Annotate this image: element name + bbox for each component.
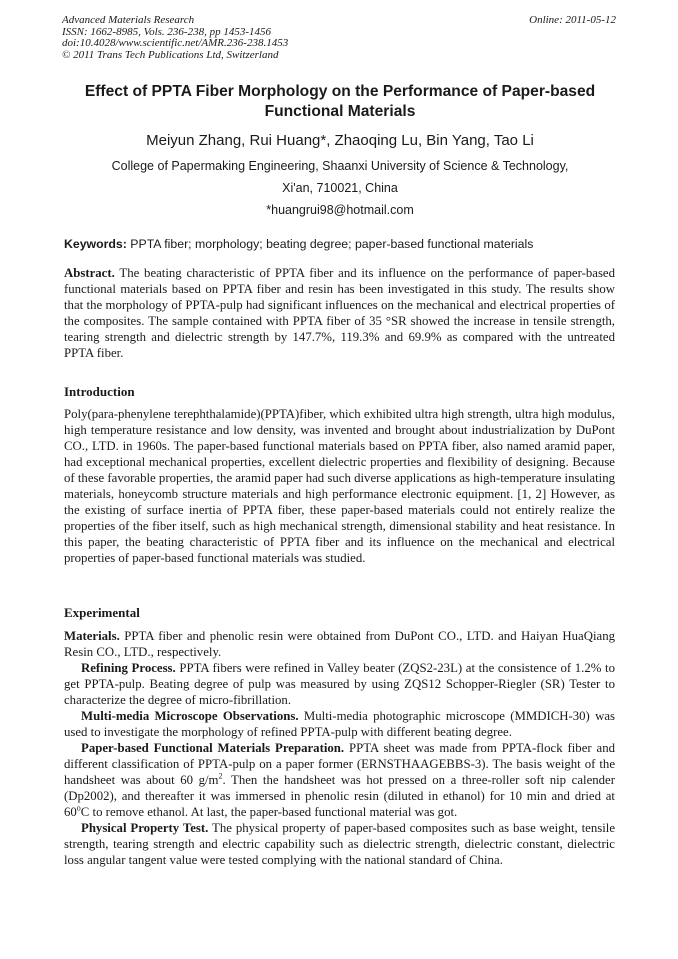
physical-label: Physical Property Test. — [81, 821, 209, 835]
physical-paragraph — [64, 820, 615, 868]
materials-label: Materials. — [64, 629, 120, 643]
abstract — [64, 265, 615, 361]
refining-text: PPTA fibers were refined in Valley beater (ZQS2-23L) at the consistence of 1.2% to get PPTA-pulp. Beating degree of pulp was measured by using ZQS12 Schopper-Riegler (SR) Tester to characterize the degree of micro-fibrillation. — [64, 661, 615, 707]
journal-doi[interactable]: doi:10.4028/www.scientific.net/AMR.236-238.1453 — [62, 37, 289, 49]
physical-text: The physical property of paper-based composites such as base weight, tensile strength, tearing strength and electric capability such as dielectric strength, dielectric constant, dielectric loss angular tangent value were tested complying with the national standard of China. — [64, 821, 615, 867]
paper-title: Effect of PPTA Fiber Morphology on the Performance of Paper-based Functional Materials — [84, 83, 596, 120]
materials-paragraph — [64, 628, 615, 660]
refining-label: Refining Process. — [81, 661, 176, 675]
affiliation-line-2: Xi'an, 710021, China — [282, 181, 398, 195]
author-list: Meiyun Zhang, Rui Huang*, Zhaoqing Lu, Bin Yang, Tao Li — [146, 132, 534, 149]
preparation-sup-a: 2 — [218, 771, 223, 781]
preparation-sup-b: o — [76, 803, 81, 813]
preparation-text-a: PPTA sheet was made from PPTA-flock fiber and different classification of PPTA-pulp on a paper former (ERNSTHAAGEBBS-3). The basis weight of the handsheet was about 60 g/m — [64, 741, 615, 787]
microscope-text: Multi-media photographic microscope (MMDICH-30) was used to investigate the morphology of refined PPTA-pulp with different beating degree. — [64, 709, 616, 739]
journal-header — [62, 15, 616, 61]
experimental-heading: Experimental — [64, 605, 140, 620]
microscope-label: Multi-media Microscope Observations. — [81, 709, 299, 723]
preparation-text-c: C to remove ethanol. At last, the paper-based functional material was got. — [80, 805, 458, 819]
journal-copyright: © 2011 Trans Tech Publications Ltd, Switzerland — [62, 48, 279, 61]
journal-issn: ISSN: 1662-8985, Vols. 236-238, pp 1453-1456 — [62, 25, 271, 38]
affiliation-line-1: College of Papermaking Engineering, Shaanxi University of Science & Technology, — [111, 159, 569, 173]
abstract-text: The beating characteristic of PPTA fiber and its influence on the performance of paper-based functional materials based on PPTA fiber and resin has been investigated in this study. The results show that the morphology of PPTA-pulp had significant influences on the mechanical and electrical properties of the composites. The sample contained with PPTA fiber of 35 °SR showed the increase in tensile strength, tearing strength and dielectric strength by 147.7%, 119.3% and 69.9% as compared with the untreated PPTA fiber. — [64, 266, 615, 360]
introduction-text: Poly(para-phenylene terephthalamide)(PPTA)fiber, which exhibited ultra high strength, ultra high modulus, high temperature resistance and low density, was invented and brought about industrialization by DuPont CO., LTD. in 1960s. The paper-based functional materials based on PPTA fiber, also named aramid paper, had exceptional mechanical properties, excellent dielectric properties and flexibility of designing. Because of these favorable properties, the aramid paper had such diverse applications as high-temperature insulating materials, honeycomb structure materials and high performance electronic equipment. [1, 2] However, as the existing of surface inertia of PPTA fiber, these paper-based materials could not entirely realize the properties of the fiber itself, such as high mechanical strength, dimensional stability and heat resistance. In this paper, the beating characteristic of PPTA fiber and its influence on the mechanical and electrical properties of paper-based functional materials was studied. — [64, 407, 615, 565]
abstract-label: Abstract. — [64, 266, 115, 280]
microscope-paragraph — [64, 708, 615, 740]
journal-name: Advanced Materials Research — [62, 14, 195, 26]
keywords-label: Keywords: — [64, 237, 127, 251]
experimental-section — [64, 628, 615, 868]
keywords — [64, 236, 624, 252]
preparation-label: Paper-based Functional Materials Preparation. — [81, 741, 345, 755]
online-date: Online: 2011-05-12 — [529, 14, 616, 26]
keywords-text: PPTA fiber; morphology; beating degree; paper-based functional materials — [130, 237, 534, 251]
materials-text: PPTA fiber and phenolic resin were obtained from DuPont CO., LTD. and Haiyan HuaQiang Resin CO., LTD., respectively. — [64, 629, 616, 659]
introduction-paragraph — [64, 406, 615, 566]
preparation-paragraph — [64, 740, 615, 820]
preparation-text-b: . Then the handsheet was hot pressed on a three-roller soft nip calender (Dp2002), and thereafter it was immersed in phenolic resin (diluted in ethanol) for 10 min and dried at 60 — [64, 773, 615, 819]
introduction-heading: Introduction — [64, 384, 135, 399]
corresponding-email[interactable]: *huangrui98@hotmail.com — [266, 203, 414, 217]
refining-paragraph — [64, 660, 615, 708]
